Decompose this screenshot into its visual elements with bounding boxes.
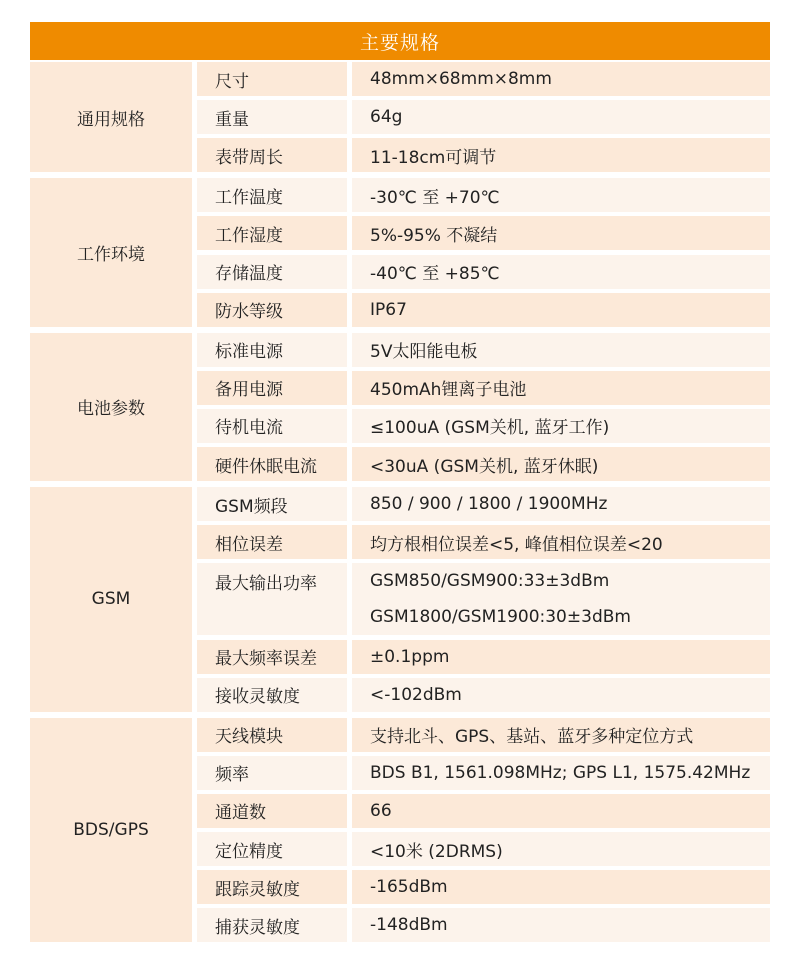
spec-key: 捕获灵敏度 <box>197 908 347 942</box>
spec-value: 11-18cm可调节 <box>370 147 497 168</box>
spec-value-cell <box>352 409 770 443</box>
spec-value-cell <box>352 255 770 289</box>
spec-value-cell <box>352 870 770 904</box>
spec-key: 待机电流 <box>197 409 347 443</box>
spec-key: 表带周长 <box>197 138 347 172</box>
spec-key: 工作湿度 <box>197 216 347 250</box>
spec-value-cell <box>352 371 770 405</box>
spec-category: 工作环境 <box>30 178 192 326</box>
spec-key: 防水等级 <box>197 293 347 327</box>
spec-value-cell <box>352 100 770 134</box>
spec-value-cell <box>352 718 770 752</box>
spec-category: 通用规格 <box>30 62 192 172</box>
spec-value-cell <box>352 178 770 212</box>
spec-key: 备用电源 <box>197 371 347 405</box>
spec-value: GSM850/GSM900:33±3dBm <box>370 571 610 592</box>
spec-value-cell <box>352 525 770 559</box>
spec-value: 48mm×68mm×8mm <box>370 69 552 90</box>
spec-key: 天线模块 <box>197 718 347 752</box>
spec-value-cell <box>352 640 770 674</box>
spec-category: BDS/GPS <box>30 718 192 943</box>
spec-key: 最大频率误差 <box>197 640 347 674</box>
spec-value: <-102dBm <box>370 684 462 705</box>
spec-value: 64g <box>370 107 403 128</box>
table-title: 主要规格 <box>30 22 770 60</box>
spec-value: -165dBm <box>370 877 448 898</box>
spec-value: <10米 (2DRMS) <box>370 841 503 862</box>
spec-value-cell <box>352 832 770 866</box>
spec-value-cell <box>352 794 770 828</box>
spec-value: -40℃ 至 +85℃ <box>370 264 500 285</box>
spec-key: GSM频段 <box>197 487 347 521</box>
spec-value: IP67 <box>370 299 407 320</box>
spec-key: 标准电源 <box>197 333 347 367</box>
spec-key: 尺寸 <box>197 62 347 96</box>
spec-value-cell <box>352 678 770 712</box>
spec-key: 相位误差 <box>197 525 347 559</box>
spec-value: 850 / 900 / 1800 / 1900MHz <box>370 494 608 515</box>
spec-value: ±0.1ppm <box>370 646 450 667</box>
spec-value: 支持北斗、GPS、基站、蓝牙多种定位方式 <box>370 727 694 748</box>
spec-category: GSM <box>30 487 192 712</box>
spec-key: 通道数 <box>197 794 347 828</box>
spec-key: 最大输出功率 <box>197 563 347 635</box>
spec-value: -148dBm <box>370 915 448 936</box>
spec-value: 均方根相位误差<5, 峰值相位误差<20 <box>370 534 663 555</box>
spec-value: 5%-95% 不凝结 <box>370 225 498 246</box>
spec-value: 66 <box>370 800 392 821</box>
spec-key: 硬件休眠电流 <box>197 447 347 481</box>
spec-value-cell <box>352 216 770 250</box>
spec-value-cell <box>352 447 770 481</box>
spec-value: -30℃ 至 +70℃ <box>370 187 500 208</box>
spec-value: BDS B1, 1561.098MHz; GPS L1, 1575.42MHz <box>370 762 751 783</box>
spec-key: 定位精度 <box>197 832 347 866</box>
spec-key: 接收灵敏度 <box>197 678 347 712</box>
spec-value-cell <box>352 563 770 635</box>
spec-value-cell <box>352 293 770 327</box>
spec-value: ≤100uA (GSM关机, 蓝牙工作) <box>370 418 610 439</box>
spec-value-cell <box>352 62 770 96</box>
spec-value-cell <box>352 333 770 367</box>
spec-value-cell <box>352 756 770 790</box>
spec-value: 450mAh锂离子电池 <box>370 380 527 401</box>
spec-key: 重量 <box>197 100 347 134</box>
spec-key: 跟踪灵敏度 <box>197 870 347 904</box>
spec-value: 5V太阳能电板 <box>370 342 478 363</box>
spec-value: <30uA (GSM关机, 蓝牙休眠) <box>370 456 599 477</box>
spec-value: GSM1800/GSM1900:30±3dBm <box>370 607 631 628</box>
spec-key: 频率 <box>197 756 347 790</box>
spec-value-cell <box>352 487 770 521</box>
spec-key: 工作温度 <box>197 178 347 212</box>
spec-category: 电池参数 <box>30 333 192 481</box>
spec-value-cell <box>352 908 770 942</box>
spec-key: 存储温度 <box>197 255 347 289</box>
spec-value-cell <box>352 138 770 172</box>
